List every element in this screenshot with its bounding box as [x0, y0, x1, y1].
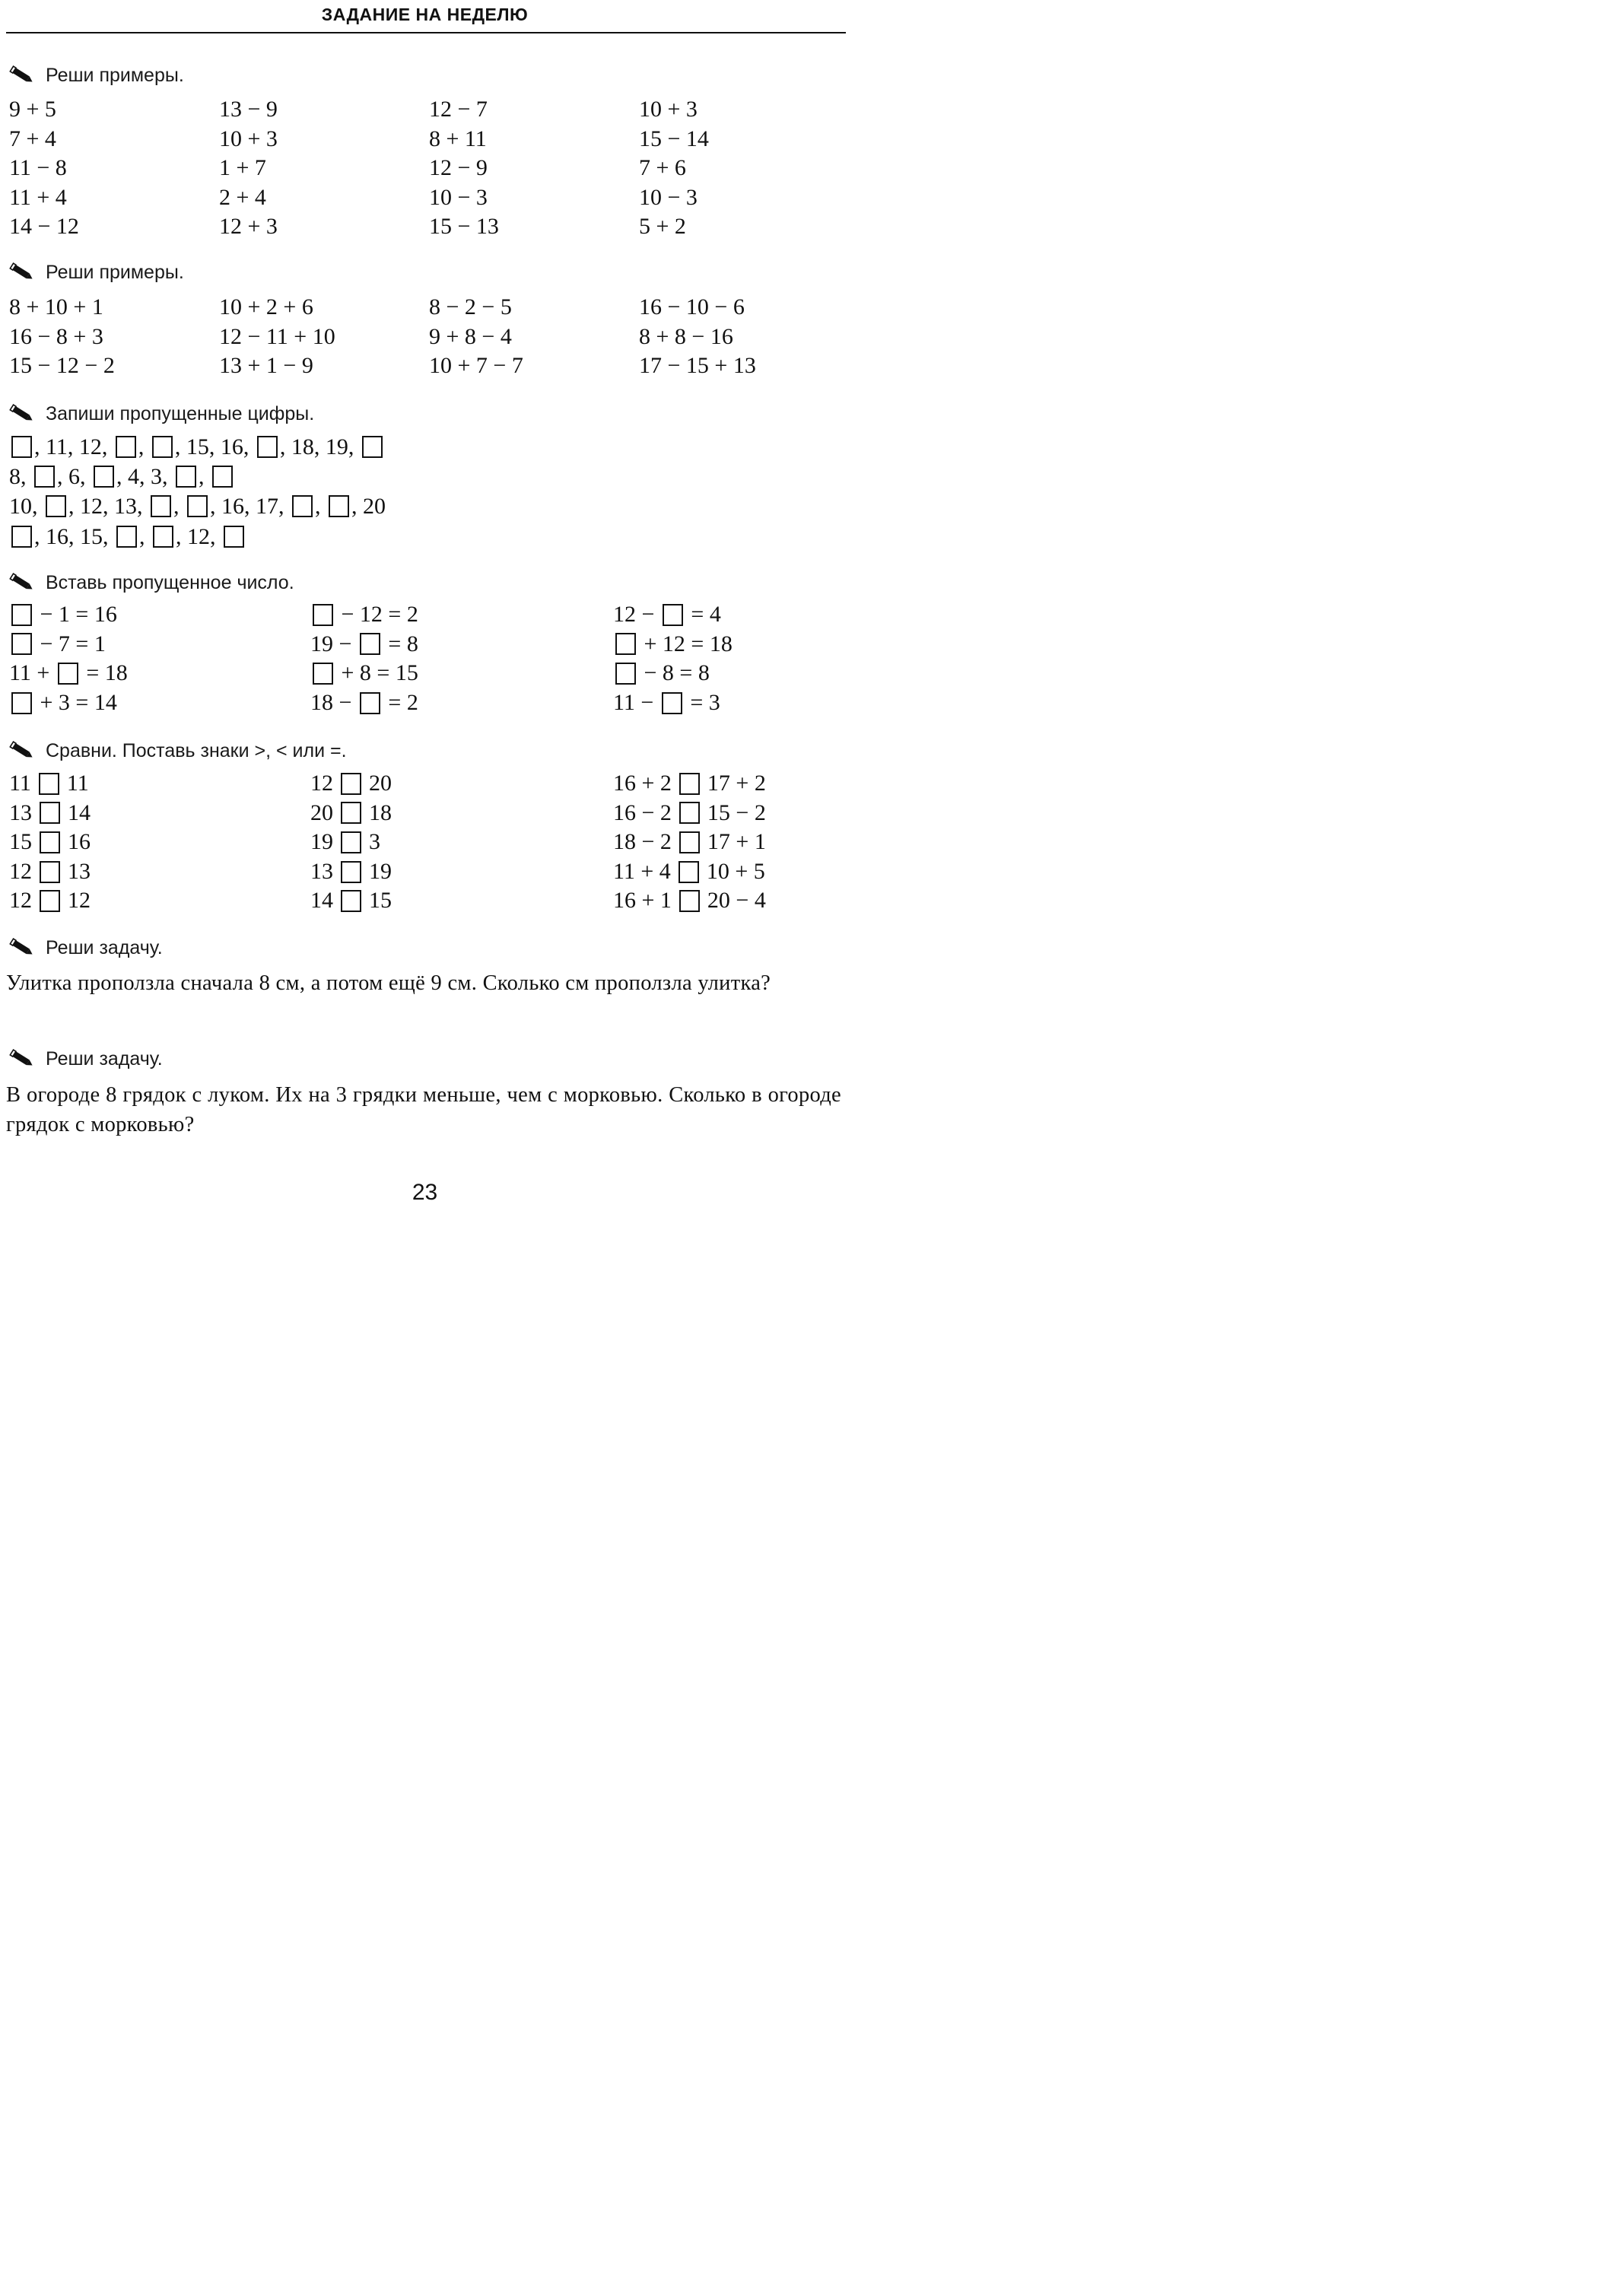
separator: , — [138, 434, 150, 459]
heading-text: Сравни. Поставь знаки >, < или =. — [46, 739, 347, 761]
expression-text: 12 − — [613, 602, 660, 627]
comparison-left: 15 — [9, 829, 32, 855]
sequence-list — [9, 432, 846, 551]
comparison-right: 18 — [369, 799, 392, 825]
exercise-item — [219, 154, 429, 183]
exercise-item — [9, 323, 219, 352]
heading-text: Реши примеры. — [46, 64, 184, 86]
comparison-item — [310, 828, 613, 857]
expression-text: 16 − 8 + 3 — [9, 323, 103, 349]
exercise-item — [429, 154, 639, 183]
comparison-right: 12 — [68, 888, 91, 914]
comparison-item — [9, 769, 310, 799]
heading-text: Запиши пропущенные цифры. — [46, 402, 315, 424]
expression-text: 11 + — [9, 660, 56, 686]
comparison-left: 12 — [9, 858, 32, 884]
separator: , — [199, 464, 210, 490]
separator: , — [162, 464, 173, 490]
sequence-number: 15 — [186, 434, 209, 459]
answer-box[interactable] — [615, 663, 636, 685]
comparison-right: 20 − 4 — [707, 888, 766, 914]
expression-text: 12 − 9 — [429, 155, 488, 181]
answer-box[interactable] — [679, 890, 700, 912]
answer-box[interactable] — [116, 526, 137, 548]
exercise-item — [310, 630, 613, 659]
sequence-number: 12 — [80, 494, 103, 520]
comparison-right: 17 + 1 — [707, 829, 766, 855]
sequence-number: 15 — [80, 523, 103, 549]
exercise-item — [219, 351, 429, 381]
exercise-item — [9, 183, 219, 213]
expression-text: 7 + 4 — [9, 126, 56, 151]
exercise-item — [639, 183, 846, 213]
comparison-right: 3 — [369, 829, 380, 855]
answer-box[interactable] — [341, 890, 361, 912]
expression-text: = 8 — [382, 631, 418, 656]
expression-text: 10 + 7 − 7 — [429, 353, 523, 379]
exercise-item — [219, 183, 429, 213]
comparison-right: 11 — [66, 771, 89, 796]
comparison-left: 11 — [9, 771, 31, 796]
separator: , — [243, 434, 255, 459]
comparison-item — [9, 857, 310, 887]
expression-text: 1 + 7 — [219, 155, 266, 181]
comparison-right: 16 — [68, 829, 91, 855]
answer-box[interactable] — [292, 495, 313, 517]
exercise-item — [639, 125, 846, 154]
expression-text: − 8 = 8 — [638, 660, 710, 686]
separator: , — [80, 464, 91, 490]
separator: , — [176, 523, 187, 549]
answer-box[interactable] — [257, 436, 278, 458]
pencil-icon — [9, 65, 35, 85]
exercise-item — [219, 95, 429, 125]
comparison-item — [613, 886, 846, 916]
answer-box[interactable] — [40, 831, 60, 853]
sequence-number: 12 — [78, 434, 102, 459]
answer-box[interactable] — [11, 526, 32, 548]
sequence-number: 4 — [128, 464, 139, 490]
separator: , — [34, 434, 46, 459]
separator: , — [244, 494, 256, 520]
answer-box[interactable] — [40, 802, 60, 824]
answer-box[interactable] — [679, 831, 700, 853]
expression-text: − 1 = 16 — [34, 602, 117, 627]
separator: , — [174, 434, 186, 459]
comparison-item — [613, 799, 846, 828]
expression-text: 5 + 2 — [639, 214, 686, 240]
expression-text: 15 − 14 — [639, 126, 709, 151]
exercise-item — [219, 323, 429, 352]
separator: , — [208, 434, 221, 459]
answer-box[interactable] — [40, 890, 60, 912]
exercise-item — [9, 212, 219, 242]
sequence-number: 3 — [151, 464, 162, 490]
pencil-icon — [9, 1049, 35, 1069]
answer-box[interactable] — [679, 861, 699, 883]
exercise-item — [9, 125, 219, 154]
separator: , — [279, 434, 291, 459]
word-problem: В огороде 8 грядок с луком. Их на 3 грядки меньше, чем с морковью. Сколько в огороде грядок с морковью? — [6, 1083, 841, 1136]
comparison-left: 16 + 1 — [613, 888, 672, 914]
answer-box[interactable] — [40, 861, 60, 883]
separator: , — [278, 494, 290, 520]
sequence-number: 20 — [363, 494, 386, 520]
expression-text: + 12 = 18 — [638, 631, 733, 656]
comparison-item — [9, 886, 310, 916]
expression-text: 10 + 2 + 6 — [219, 294, 313, 319]
sequence-row — [9, 462, 846, 491]
separator: , — [34, 523, 46, 549]
exercise-item — [219, 293, 429, 323]
expression-text: 10 + 3 — [639, 97, 698, 122]
section-heading — [9, 401, 314, 427]
section-heading — [9, 62, 184, 88]
expression-text: 15 − 12 − 2 — [9, 353, 115, 379]
expression-text: + 3 = 14 — [34, 689, 117, 715]
comparison-right: 19 — [369, 858, 392, 884]
sequence-number: 8 — [9, 464, 21, 490]
expression-text: − 12 = 2 — [335, 602, 418, 627]
expression-text: 11 − 8 — [9, 155, 67, 181]
section-heading — [9, 259, 184, 285]
separator: , — [137, 494, 148, 520]
answer-box[interactable] — [58, 663, 78, 685]
pencil-icon — [9, 938, 35, 958]
separator: , — [68, 494, 80, 520]
comparison-right: 17 + 2 — [707, 771, 766, 796]
answer-box[interactable] — [34, 466, 55, 488]
exercise-item — [9, 351, 219, 381]
sequence-row — [9, 491, 846, 521]
expression-text: = 18 — [80, 660, 128, 686]
answer-box[interactable] — [11, 436, 32, 458]
title-rule — [6, 32, 846, 33]
expression-text: 15 − 13 — [429, 214, 499, 240]
exercise-item — [219, 212, 429, 242]
exercise-item — [639, 95, 846, 125]
separator: , — [32, 494, 43, 520]
exercise-item — [613, 600, 846, 630]
sequence-number: 11 — [46, 434, 68, 459]
exercise-item — [429, 293, 639, 323]
section-heading — [9, 570, 294, 596]
expression-text: 10 + 3 — [219, 126, 278, 151]
expression-text: + 8 = 15 — [335, 660, 418, 686]
comparison-right: 20 — [369, 771, 392, 796]
separator: , — [348, 434, 360, 459]
section-heading — [9, 738, 347, 764]
sequence-number: 16 — [221, 494, 244, 520]
comparison-right: 10 + 5 — [706, 858, 765, 884]
answer-box[interactable] — [615, 633, 636, 655]
exercise-item — [9, 95, 219, 125]
expression-text: 16 − 10 − 6 — [639, 294, 745, 319]
separator: , — [173, 494, 185, 520]
expression-text: 17 − 15 + 13 — [639, 353, 756, 379]
sequence-row — [9, 522, 846, 551]
answer-box[interactable] — [212, 466, 233, 488]
exercise-item — [429, 212, 639, 242]
expression-text: 13 − 9 — [219, 97, 278, 122]
separator: , — [351, 494, 363, 520]
sequence-number: 17 — [256, 494, 278, 520]
comparison-left: 13 — [9, 799, 32, 825]
exercise-item — [639, 212, 846, 242]
separator: , — [21, 464, 32, 490]
comparison-left: 12 — [310, 771, 333, 796]
answer-box[interactable] — [187, 495, 208, 517]
answer-box[interactable] — [151, 495, 171, 517]
sequence-number: 13 — [114, 494, 137, 520]
sequence-number: 19 — [325, 434, 348, 459]
comparison-right: 15 — [369, 888, 392, 914]
sequence-number: 12 — [187, 523, 210, 549]
sequence-number: 18 — [291, 434, 314, 459]
comparison-item — [9, 799, 310, 828]
comparison-right: 13 — [68, 858, 91, 884]
expression-text: 8 + 8 − 16 — [639, 323, 733, 349]
comparison-left: 13 — [310, 858, 333, 884]
expression-text: 9 + 5 — [9, 97, 56, 122]
answer-box[interactable] — [341, 802, 361, 824]
expression-text: 11 − — [613, 689, 659, 715]
expression-text: = 2 — [382, 689, 418, 715]
comparison-left: 12 — [9, 888, 32, 914]
answer-box[interactable] — [662, 692, 682, 714]
answer-box[interactable] — [11, 633, 32, 655]
comparison-right: 15 − 2 — [707, 799, 766, 825]
exercise-item — [639, 323, 846, 352]
answer-box[interactable] — [360, 692, 380, 714]
comparison-left: 11 + 4 — [613, 858, 671, 884]
separator: , — [57, 464, 68, 490]
expression-text: = 3 — [684, 689, 720, 715]
comparison-right: 14 — [68, 799, 91, 825]
sequence-number: 10 — [9, 494, 32, 520]
exercise-item — [9, 659, 310, 688]
answer-box[interactable] — [153, 526, 173, 548]
answer-box[interactable] — [341, 861, 361, 883]
exercise-item — [219, 125, 429, 154]
comparison-left: 14 — [310, 888, 333, 914]
expression-text: 12 − 7 — [429, 97, 488, 122]
pencil-icon — [9, 741, 35, 761]
separator: , — [103, 494, 114, 520]
comparison-left: 20 — [310, 799, 333, 825]
expression-text: 10 − 3 — [429, 184, 488, 210]
exercise-item — [310, 688, 613, 718]
exercise-item — [429, 125, 639, 154]
word-problem: Улитка проползла сначала 8 см, а потом ещё 9 см. Сколько см проползла улитка? — [6, 971, 771, 995]
answer-box[interactable] — [116, 436, 136, 458]
pencil-icon — [9, 404, 35, 424]
answer-box[interactable] — [313, 604, 333, 626]
separator: , — [313, 434, 326, 459]
sequence-row — [9, 432, 846, 462]
exercise-item — [9, 688, 310, 718]
expression-text: 12 − 11 + 10 — [219, 323, 335, 349]
exercise-item — [429, 183, 639, 213]
separator: , — [210, 523, 221, 549]
comparison-left: 18 − 2 — [613, 829, 672, 855]
exercise-grid — [9, 293, 846, 381]
comparison-item — [613, 828, 846, 857]
answer-box[interactable] — [341, 773, 361, 795]
expression-text: 9 + 8 − 4 — [429, 323, 512, 349]
comparison-item — [613, 769, 846, 799]
expression-text: 14 − 12 — [9, 214, 79, 240]
separator: , — [67, 434, 79, 459]
answer-box[interactable] — [663, 604, 683, 626]
expression-text: 18 − — [310, 689, 358, 715]
comparison-left: 19 — [310, 829, 333, 855]
separator: , — [101, 434, 113, 459]
comparison-item — [310, 769, 613, 799]
exercise-item — [310, 600, 613, 630]
comparison-item — [310, 857, 613, 887]
section-heading — [9, 1046, 163, 1072]
answer-box[interactable] — [46, 495, 66, 517]
sequence-number: 6 — [68, 464, 80, 490]
comparison-left: 16 + 2 — [613, 771, 672, 796]
page-title: ЗАДАНИЕ НА НЕДЕЛЮ — [321, 5, 529, 24]
answer-box[interactable] — [94, 466, 114, 488]
expression-text: = 4 — [685, 602, 721, 627]
expression-text: − 7 = 1 — [34, 631, 106, 656]
exercise-item — [639, 154, 846, 183]
expression-text: 8 + 11 — [429, 126, 487, 151]
expression-text: 2 + 4 — [219, 184, 266, 210]
answer-box[interactable] — [176, 466, 196, 488]
separator: , — [139, 523, 151, 549]
comparison-item — [9, 828, 310, 857]
expression-text: 8 − 2 − 5 — [429, 294, 512, 319]
comparison-grid — [9, 769, 846, 916]
exercise-item — [429, 95, 639, 125]
comparison-item — [613, 857, 846, 887]
comparison-item — [310, 886, 613, 916]
sequence-number: 16 — [46, 523, 68, 549]
equation-grid — [9, 600, 846, 717]
exercise-item — [639, 351, 846, 381]
exercise-item — [613, 659, 846, 688]
separator: , — [315, 494, 326, 520]
answer-box[interactable] — [39, 773, 59, 795]
separator: , — [68, 523, 80, 549]
answer-box[interactable] — [224, 526, 244, 548]
exercise-item — [9, 293, 219, 323]
answer-box[interactable] — [360, 633, 380, 655]
separator: , — [210, 494, 221, 520]
exercise-item — [613, 630, 846, 659]
exercise-item — [310, 659, 613, 688]
pencil-icon — [9, 262, 35, 282]
comparison-left: 16 − 2 — [613, 799, 672, 825]
answer-box[interactable] — [11, 604, 32, 626]
exercise-item — [429, 351, 639, 381]
expression-text: 19 − — [310, 631, 358, 656]
heading-text: Реши задачу. — [46, 1047, 163, 1069]
pencil-icon — [9, 573, 35, 593]
page-number: 23 — [412, 1180, 438, 1205]
answer-box[interactable] — [679, 802, 700, 824]
answer-box[interactable] — [362, 436, 383, 458]
exercise-grid — [9, 95, 846, 242]
exercise-item — [9, 600, 310, 630]
expression-text: 8 + 10 + 1 — [9, 294, 103, 319]
expression-text: 12 + 3 — [219, 214, 278, 240]
exercise-item — [9, 154, 219, 183]
exercise-item — [639, 293, 846, 323]
heading-text: Вставь пропущенное число. — [46, 571, 294, 593]
comparison-item — [310, 799, 613, 828]
sequence-number: 16 — [220, 434, 243, 459]
exercise-item — [429, 323, 639, 352]
section-heading — [9, 935, 163, 961]
exercise-item — [613, 688, 846, 718]
expression-text: 13 + 1 − 9 — [219, 353, 313, 379]
heading-text: Реши примеры. — [46, 261, 184, 283]
answer-box[interactable] — [313, 663, 333, 685]
answer-box[interactable] — [329, 495, 349, 517]
answer-box[interactable] — [11, 692, 32, 714]
answer-box[interactable] — [341, 831, 361, 853]
answer-box[interactable] — [152, 436, 173, 458]
expression-text: 11 + 4 — [9, 184, 67, 210]
separator: , — [139, 464, 151, 490]
heading-text: Реши задачу. — [46, 936, 163, 958]
separator: , — [103, 523, 114, 549]
expression-text: 10 − 3 — [639, 184, 698, 210]
exercise-item — [9, 630, 310, 659]
expression-text: 7 + 6 — [639, 155, 686, 181]
separator: , — [116, 464, 128, 490]
answer-box[interactable] — [679, 773, 700, 795]
